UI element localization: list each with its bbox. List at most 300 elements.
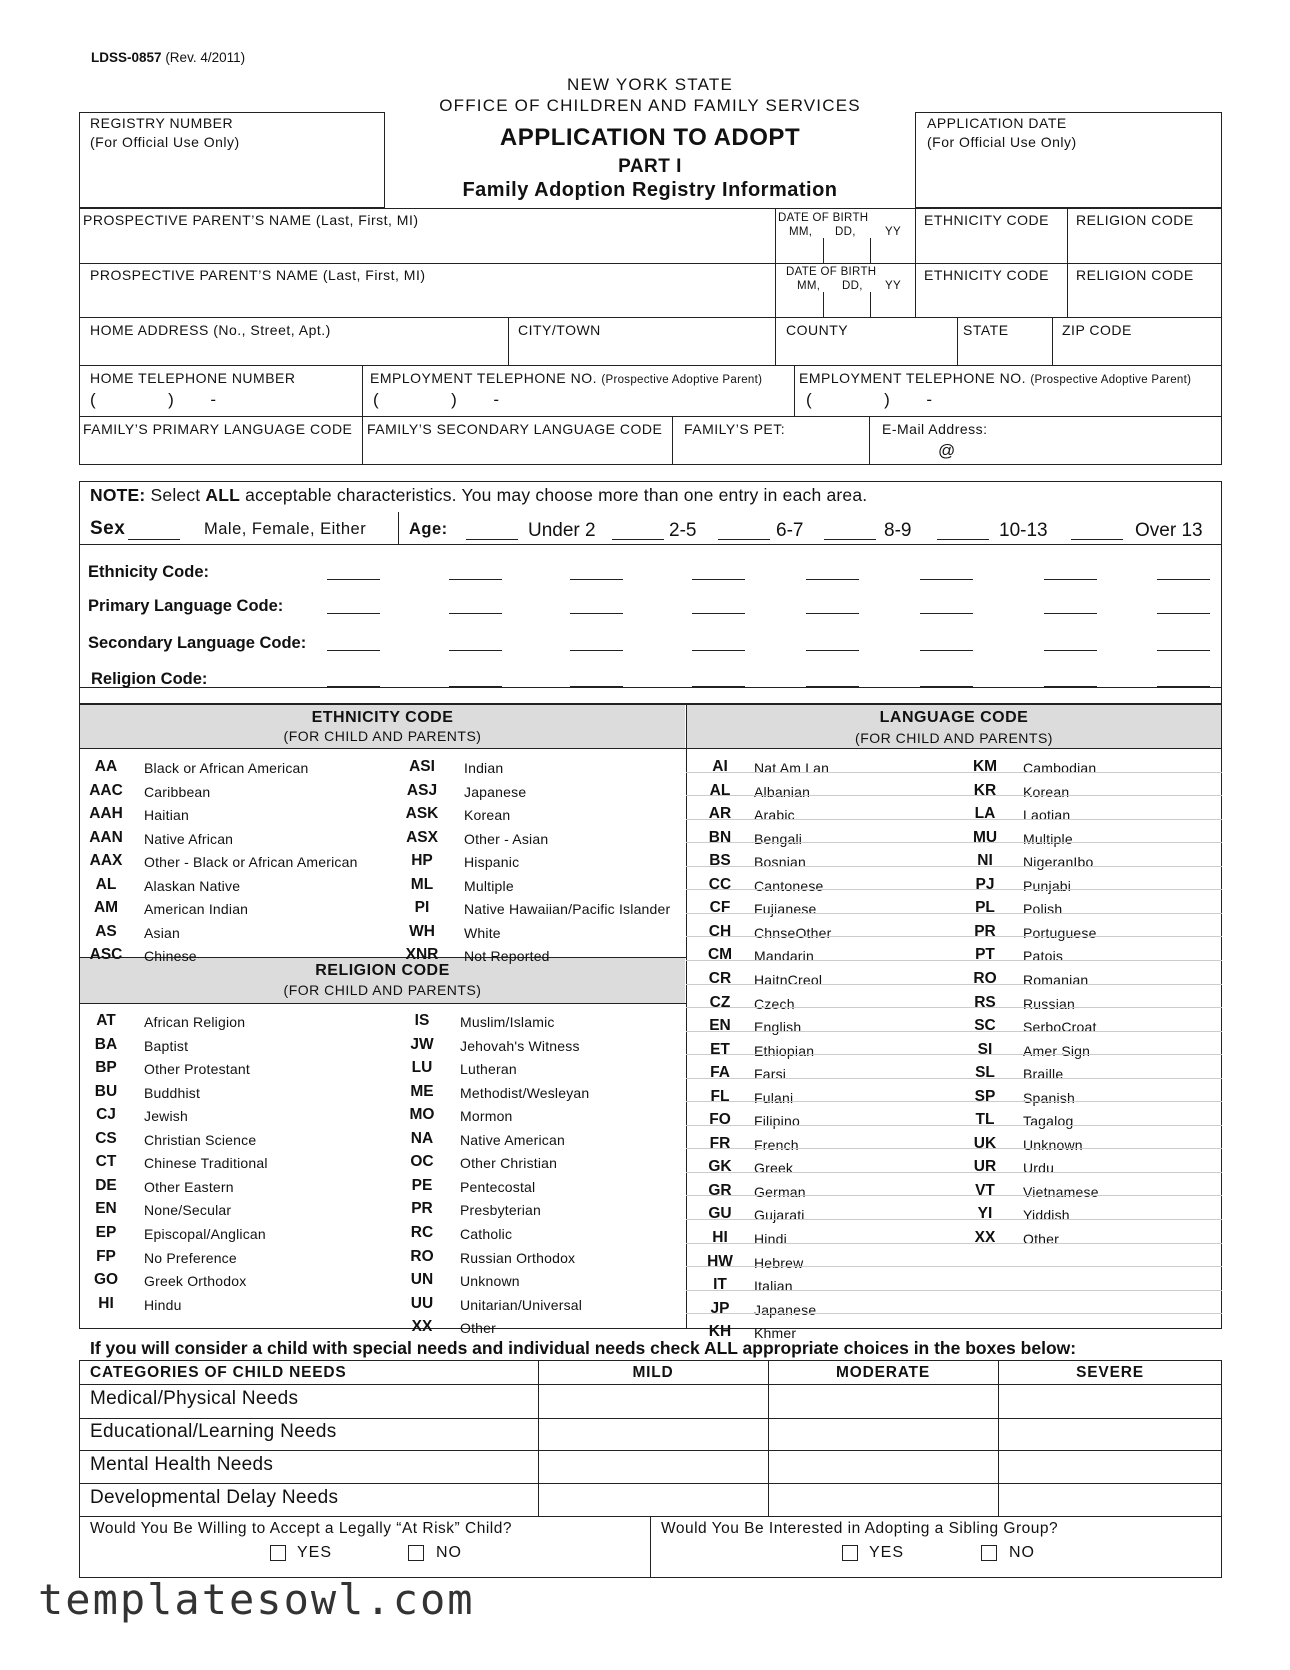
- primary-lang-label: FAMILY’S PRIMARY LANGUAGE CODE: [83, 421, 353, 437]
- row-divider: [686, 1101, 1222, 1102]
- code-entry: RC: [410, 1223, 434, 1241]
- code-entry: ASC: [89, 946, 123, 964]
- code-name: Tagalog: [1023, 1113, 1074, 1130]
- code-entry: ASJ: [406, 781, 438, 799]
- code-name: No Preference: [144, 1249, 237, 1266]
- sex-label: Sex: [90, 518, 126, 539]
- row-divider: [686, 1148, 1222, 1149]
- code-name: Urdu: [1023, 1160, 1055, 1177]
- emp-phone-1-text: EMPLOYMENT TELEPHONE NO.: [370, 370, 597, 386]
- note-post: acceptable characteristics. You may choose more than one entry in each area.: [240, 485, 868, 505]
- age-blank[interactable]: [718, 539, 770, 540]
- needs-level-cell[interactable]: [770, 1385, 998, 1416]
- row-divider: [686, 913, 1222, 914]
- code-entry: FR: [709, 1134, 731, 1152]
- email-label: E-Mail Address:: [882, 421, 988, 437]
- characteristic-row-label: Religion Code:: [91, 670, 208, 688]
- code-name: Farsi: [754, 1066, 787, 1083]
- characteristic-blank[interactable]: [806, 579, 859, 580]
- row-divider: [686, 1007, 1222, 1008]
- characteristic-blank[interactable]: [920, 686, 973, 687]
- code-entry: WH: [409, 922, 435, 940]
- paren-open: (: [806, 390, 813, 409]
- sibling-yes-label: YES: [869, 1544, 905, 1561]
- at-risk-yes-checkbox[interactable]: [270, 1545, 286, 1561]
- form-subtitle: Family Adoption Registry Information: [462, 179, 838, 201]
- code-entry: AAH: [89, 805, 123, 823]
- characteristic-blank[interactable]: [570, 579, 623, 580]
- sex-blank[interactable]: [128, 539, 180, 540]
- needs-col-mild: MILD: [632, 1364, 674, 1381]
- characteristic-blank[interactable]: [806, 650, 859, 651]
- age-blank[interactable]: [612, 539, 664, 540]
- age-label: Age:: [409, 520, 448, 538]
- code-name: Italian: [754, 1278, 793, 1295]
- code-name: Hindi: [754, 1231, 787, 1247]
- code-name: Hispanic: [464, 854, 520, 871]
- code-entry: VT: [975, 1181, 995, 1199]
- code-entry: AT: [96, 1012, 116, 1029]
- code-entry: BP: [95, 1059, 117, 1077]
- code-entry: UN: [410, 1271, 434, 1289]
- code-entry: FA: [710, 1064, 730, 1082]
- code-name: SerboCroat: [1023, 1019, 1097, 1036]
- home-phone-field[interactable]: [90, 390, 217, 410]
- characteristic-row-label: Ethnicity Code:: [88, 563, 210, 581]
- religion-table-subtitle: (FOR CHILD AND PARENTS): [283, 982, 482, 998]
- parent2-dob-mm: MM,: [797, 280, 821, 292]
- sex-options: Male, Female, Either: [204, 520, 367, 538]
- characteristic-blank[interactable]: [570, 613, 623, 614]
- code-entry: CH: [708, 922, 732, 940]
- needs-col-category: CATEGORIES OF CHILD NEEDS: [90, 1364, 347, 1381]
- needs-level-cell[interactable]: [1000, 1385, 1222, 1416]
- language-table-title: LANGUAGE CODE: [879, 709, 1029, 726]
- code-name: Baptist: [144, 1037, 189, 1054]
- code-entry: AS: [95, 922, 117, 940]
- parent2-dob-label: DATE OF BIRTH: [786, 266, 877, 278]
- characteristic-blank[interactable]: [806, 686, 859, 687]
- code-name: HaitnCreol: [754, 971, 823, 988]
- code-entry: ASK: [405, 805, 439, 823]
- code-entry: PT: [975, 946, 995, 964]
- characteristic-blank[interactable]: [1044, 579, 1097, 580]
- characteristic-row-label: Secondary Language Code:: [88, 634, 307, 652]
- code-entry: PI: [414, 899, 430, 917]
- code-name: Braille: [1023, 1066, 1064, 1083]
- paren-close: ): [451, 390, 458, 409]
- row-divider: [686, 1219, 1222, 1220]
- code-name: Unknown: [460, 1273, 520, 1290]
- code-entry: AAX: [89, 852, 123, 870]
- characteristic-blank[interactable]: [692, 650, 745, 651]
- characteristic-blank[interactable]: [692, 686, 745, 687]
- characteristic-blank[interactable]: [327, 613, 380, 614]
- characteristic-blank[interactable]: [327, 686, 380, 687]
- form-title: APPLICATION TO ADOPT: [499, 124, 801, 151]
- code-entry: ME: [410, 1082, 434, 1100]
- row-divider: [686, 936, 1222, 937]
- code-entry: YI: [977, 1205, 993, 1223]
- code-entry: ET: [710, 1040, 730, 1058]
- code-entry: TL: [975, 1111, 995, 1129]
- code-name: Black or African American: [144, 760, 309, 776]
- code-entry: OC: [410, 1153, 434, 1171]
- needs-level-cell[interactable]: [1000, 1418, 1222, 1449]
- parent1-religion-label: RELIGION CODE: [1076, 212, 1194, 228]
- code-name: Bosnian: [754, 854, 806, 871]
- code-name: Polish: [1023, 901, 1063, 918]
- code-entry: CC: [708, 875, 732, 893]
- county-label: COUNTY: [786, 322, 849, 338]
- characteristic-blank[interactable]: [570, 650, 623, 651]
- code-name: Multiple: [464, 877, 514, 894]
- code-name: Nat Am Lan: [754, 760, 830, 776]
- row-divider: [686, 1313, 1222, 1314]
- paren-open: (: [373, 390, 380, 409]
- code-name: Native American: [460, 1131, 565, 1148]
- at-risk-yes-label: YES: [297, 1544, 333, 1561]
- agency-line-1: NEW YORK STATE: [566, 75, 734, 94]
- needs-level-cell[interactable]: [1000, 1484, 1222, 1515]
- sibling-yes-checkbox[interactable]: [842, 1545, 858, 1561]
- code-entry: JW: [410, 1035, 434, 1053]
- parent1-dob-mm: MM,: [789, 226, 813, 238]
- characteristic-blank[interactable]: [1157, 686, 1210, 687]
- form-id-line: [91, 50, 245, 65]
- row-divider: [686, 1243, 1222, 1244]
- code-name: Jehovah's Witness: [460, 1037, 580, 1054]
- code-name: Japanese: [754, 1301, 817, 1318]
- row-divider: [686, 1266, 1222, 1267]
- code-entry: FL: [710, 1087, 730, 1105]
- code-entry: AL: [709, 781, 731, 799]
- code-name: Laotian: [1023, 807, 1071, 824]
- code-entry: CR: [708, 969, 732, 987]
- row-divider: [686, 1031, 1222, 1032]
- row-divider: [686, 772, 1222, 773]
- characteristic-blank[interactable]: [1044, 613, 1097, 614]
- code-entry: FO: [709, 1111, 731, 1129]
- code-entry: PJ: [975, 875, 995, 893]
- code-entry: EN: [709, 1017, 731, 1035]
- sibling-no-label: NO: [1009, 1544, 1035, 1561]
- row-divider: [686, 795, 1222, 796]
- characteristic-blank[interactable]: [920, 650, 973, 651]
- code-entry: AAC: [89, 781, 123, 799]
- code-name: Other Protestant: [144, 1061, 250, 1078]
- code-name: None/Secular: [144, 1202, 232, 1219]
- code-entry: KH: [708, 1323, 732, 1341]
- characteristics-note: [90, 485, 867, 506]
- emp-phone-1-note: (Prospective Adoptive Parent): [601, 374, 763, 386]
- code-entry: MO: [409, 1106, 435, 1124]
- code-name: Chinese Traditional: [144, 1155, 268, 1172]
- code-entry: AR: [708, 805, 732, 823]
- code-entry: PR: [411, 1200, 433, 1218]
- code-entry: BA: [94, 1035, 118, 1053]
- age-blank[interactable]: [937, 539, 989, 540]
- characteristic-blank[interactable]: [570, 686, 623, 687]
- ethnicity-table-title: ETHNICITY CODE: [311, 709, 454, 726]
- code-entry: CM: [707, 946, 733, 964]
- code-name: Alaskan Native: [144, 877, 241, 894]
- code-name: Cambodian: [1023, 760, 1097, 776]
- code-name: Ethiopian: [754, 1042, 815, 1059]
- note-bold: NOTE:: [90, 485, 146, 505]
- sibling-no-checkbox[interactable]: [981, 1545, 997, 1561]
- code-name: Native African: [144, 830, 234, 847]
- characteristic-blank[interactable]: [806, 613, 859, 614]
- code-entry: AI: [712, 758, 728, 775]
- code-entry: CT: [95, 1153, 117, 1171]
- needs-heading: If you will consider a child with special needs and individual needs check ALL appropriate choices in the boxes below:: [90, 1338, 1077, 1358]
- code-name: Hebrew: [754, 1254, 804, 1271]
- code-name: German: [754, 1183, 806, 1200]
- dash: -: [210, 390, 217, 409]
- row-divider: [686, 866, 1222, 867]
- code-name: Greek Orthodox: [144, 1273, 247, 1290]
- watermark: templatesowl.com: [38, 1575, 475, 1624]
- code-name: Punjabi: [1023, 877, 1072, 894]
- code-name: Unknown: [1023, 1136, 1083, 1153]
- code-name: Other - Black or African American: [144, 854, 358, 871]
- code-name: Russian: [1023, 995, 1075, 1012]
- characteristics-box: [79, 481, 1222, 704]
- code-name: Multiple: [1023, 830, 1073, 847]
- code-name: Unitarian/Universal: [460, 1296, 583, 1313]
- code-entry: HP: [411, 852, 433, 870]
- age-blank[interactable]: [466, 539, 518, 540]
- code-entry: NI: [977, 852, 993, 870]
- parent2-name-label: PROSPECTIVE PARENT’S NAME (Last, First, MI): [90, 267, 426, 283]
- needs-level-cell[interactable]: [540, 1484, 768, 1515]
- characteristic-blank[interactable]: [327, 579, 380, 580]
- code-entry: CF: [709, 899, 731, 917]
- row-divider: [686, 1078, 1222, 1079]
- form-revision: (Rev. 4/2011): [165, 50, 246, 65]
- code-name: Korean: [1023, 783, 1070, 800]
- needs-level-cell[interactable]: [540, 1385, 768, 1416]
- code-entry: BS: [709, 852, 731, 870]
- characteristic-blank[interactable]: [692, 579, 745, 580]
- characteristic-blank[interactable]: [1157, 650, 1210, 651]
- code-entry: HW: [707, 1252, 733, 1270]
- code-name: Native Hawaiian/Pacific Islander: [464, 901, 671, 918]
- form-part: PART I: [618, 156, 682, 177]
- ethnicity-table-subtitle: (FOR CHILD AND PARENTS): [283, 728, 482, 744]
- paren-close: ): [884, 390, 891, 409]
- characteristic-blank[interactable]: [1044, 650, 1097, 651]
- at-risk-no-checkbox[interactable]: [408, 1545, 424, 1561]
- code-entry: LU: [411, 1059, 433, 1077]
- age-blank[interactable]: [824, 539, 876, 540]
- code-entry: SI: [977, 1040, 993, 1058]
- language-table-subtitle: (FOR CHILD AND PARENTS): [855, 730, 1053, 746]
- characteristic-blank[interactable]: [327, 650, 380, 651]
- code-name: Gujarati: [754, 1207, 805, 1224]
- needs-category-label: Medical/Physical Needs: [90, 1388, 299, 1409]
- parent2-name-field[interactable]: [79, 281, 775, 317]
- paren-open: (: [90, 390, 97, 409]
- characteristic-blank[interactable]: [692, 613, 745, 614]
- emp-phone-2-note: (Prospective Adoptive Parent): [1030, 374, 1192, 386]
- code-name: Other: [460, 1320, 497, 1337]
- code-name: Czech: [754, 995, 795, 1012]
- code-entry: AL: [95, 875, 117, 893]
- code-name: English: [754, 1019, 802, 1036]
- form-id: LDSS-0857: [91, 50, 162, 65]
- code-entry: XX: [411, 1318, 433, 1336]
- characteristic-blank[interactable]: [449, 650, 502, 651]
- code-name: African Religion: [144, 1014, 246, 1030]
- at-risk-question: Would You Be Willing to Accept a Legally “At Risk” Child?: [90, 1520, 512, 1537]
- code-entry: PL: [975, 899, 995, 917]
- code-name: Cantonese: [754, 877, 824, 894]
- characteristic-blank[interactable]: [1157, 613, 1210, 614]
- code-entry: UK: [973, 1134, 997, 1152]
- code-name: Lutheran: [460, 1061, 517, 1078]
- code-entry: CZ: [709, 993, 731, 1011]
- code-name: Caribbean: [144, 783, 211, 800]
- characteristic-blank[interactable]: [449, 613, 502, 614]
- code-name: Other Christian: [460, 1155, 558, 1172]
- note-pre: Select: [145, 485, 206, 505]
- code-entry: XNR: [405, 946, 439, 964]
- characteristic-blank[interactable]: [449, 579, 502, 580]
- code-name: Mandarin: [754, 948, 814, 965]
- note-all: ALL: [205, 485, 241, 505]
- emp-phone-1-field[interactable]: [373, 390, 500, 410]
- code-entry: EN: [95, 1200, 117, 1218]
- code-name: Episcopal/Anglican: [144, 1225, 266, 1242]
- code-name: Pentecostal: [460, 1178, 536, 1195]
- needs-level-cell[interactable]: [1000, 1451, 1222, 1482]
- needs-level-cell[interactable]: [770, 1484, 998, 1515]
- code-name: Filipino: [754, 1113, 800, 1130]
- application-date-note: (For Official Use Only): [927, 134, 1077, 150]
- row-divider: [686, 889, 1222, 890]
- code-entry: IT: [713, 1276, 727, 1294]
- secondary-lang-label: FAMILY’S SECONDARY LANGUAGE CODE: [367, 421, 663, 437]
- registry-number-label: REGISTRY NUMBER: [90, 115, 234, 131]
- code-entry: SC: [974, 1017, 996, 1035]
- code-entry: KM: [972, 758, 998, 775]
- code-name: Presbyterian: [460, 1202, 541, 1219]
- needs-level-cell[interactable]: [540, 1418, 768, 1449]
- code-name: Indian: [464, 760, 504, 776]
- code-entry: AAN: [89, 828, 123, 846]
- code-entry: HI: [712, 1229, 728, 1246]
- characteristic-blank[interactable]: [1157, 579, 1210, 580]
- characteristic-blank[interactable]: [449, 686, 502, 687]
- age-option-label: 2-5: [669, 520, 697, 541]
- code-name: Arabic: [754, 807, 795, 824]
- code-name: Muslim/Islamic: [460, 1014, 555, 1030]
- characteristic-blank[interactable]: [1044, 686, 1097, 687]
- code-name: Jewish: [144, 1108, 188, 1125]
- row-divider: [686, 1054, 1222, 1055]
- age-option-label: 10-13: [999, 520, 1048, 541]
- dash: -: [926, 390, 933, 409]
- parent1-name-field[interactable]: [79, 226, 775, 263]
- emp-phone-1-label: [370, 370, 762, 386]
- code-name: Greek: [754, 1160, 794, 1177]
- code-entry: XX: [974, 1229, 996, 1246]
- code-name: Russian Orthodox: [460, 1249, 576, 1266]
- code-name: NigeranIbo: [1023, 854, 1094, 871]
- code-entry: AM: [93, 899, 119, 917]
- code-entry: BN: [708, 828, 732, 846]
- code-entry: SL: [975, 1064, 995, 1082]
- code-name: Christian Science: [144, 1131, 257, 1148]
- parent2-religion-label: RELIGION CODE: [1076, 267, 1194, 283]
- row-divider: [686, 1172, 1222, 1173]
- code-name: Chinese: [144, 948, 197, 965]
- code-entry: KR: [973, 781, 997, 799]
- code-entry: GU: [708, 1205, 732, 1223]
- code-name: Mormon: [460, 1108, 513, 1125]
- row-divider: [686, 1195, 1222, 1196]
- city-label: CITY/TOWN: [518, 322, 601, 338]
- parent1-name-label: PROSPECTIVE PARENT’S NAME (Last, First, MI): [83, 212, 419, 228]
- emp-phone-2-field[interactable]: [806, 390, 933, 410]
- code-name: Hindu: [144, 1296, 182, 1313]
- code-name: Spanish: [1023, 1089, 1075, 1106]
- characteristic-blank[interactable]: [920, 613, 973, 614]
- code-name: Catholic: [460, 1225, 513, 1242]
- code-entry: UU: [410, 1294, 434, 1312]
- agency-line-2: OFFICE OF CHILDREN AND FAMILY SERVICES: [439, 96, 861, 115]
- parent1-ethnicity-label: ETHNICITY CODE: [924, 212, 1049, 228]
- code-name: Fulani: [754, 1089, 794, 1106]
- needs-level-cell[interactable]: [540, 1451, 768, 1482]
- sibling-question: Would You Be Interested in Adopting a Sibling Group?: [661, 1520, 1059, 1537]
- code-name: Asian: [144, 924, 181, 941]
- needs-category-label: Mental Health Needs: [90, 1454, 274, 1475]
- code-name: Other - Asian: [464, 830, 549, 847]
- code-entry: RO: [973, 969, 997, 987]
- code-entry: FP: [96, 1247, 116, 1265]
- characteristic-blank[interactable]: [920, 579, 973, 580]
- code-name: Amer Sign: [1023, 1042, 1091, 1059]
- needs-level-cell[interactable]: [770, 1418, 998, 1449]
- needs-level-cell[interactable]: [770, 1451, 998, 1482]
- code-entry: SP: [974, 1087, 996, 1105]
- parent2-dob-yy: YY: [885, 280, 901, 292]
- code-name: Patois: [1023, 948, 1064, 965]
- row-divider: [686, 1125, 1222, 1126]
- code-entry: CJ: [96, 1106, 116, 1124]
- parent1-dob-label: DATE OF BIRTH: [778, 212, 869, 224]
- age-option-label: 6-7: [776, 520, 804, 541]
- parent2-dob-dd: DD,: [842, 280, 863, 292]
- code-name: Haitian: [144, 807, 189, 824]
- code-name: Not Reported: [464, 948, 550, 965]
- characteristic-row-label: Primary Language Code:: [88, 597, 284, 615]
- parent1-dob-yy: YY: [885, 226, 901, 238]
- code-name: Other: [1023, 1231, 1060, 1247]
- pet-label: FAMILY’S PET:: [684, 421, 786, 437]
- code-name: Korean: [464, 807, 511, 824]
- row-divider: [686, 960, 1222, 961]
- age-option-label: Under 2: [528, 520, 596, 541]
- code-name: French: [754, 1136, 799, 1153]
- code-entry: GR: [708, 1181, 732, 1199]
- age-blank[interactable]: [1071, 539, 1123, 540]
- parent1-dob-dd: DD,: [835, 226, 856, 238]
- code-entry: AA: [94, 758, 118, 775]
